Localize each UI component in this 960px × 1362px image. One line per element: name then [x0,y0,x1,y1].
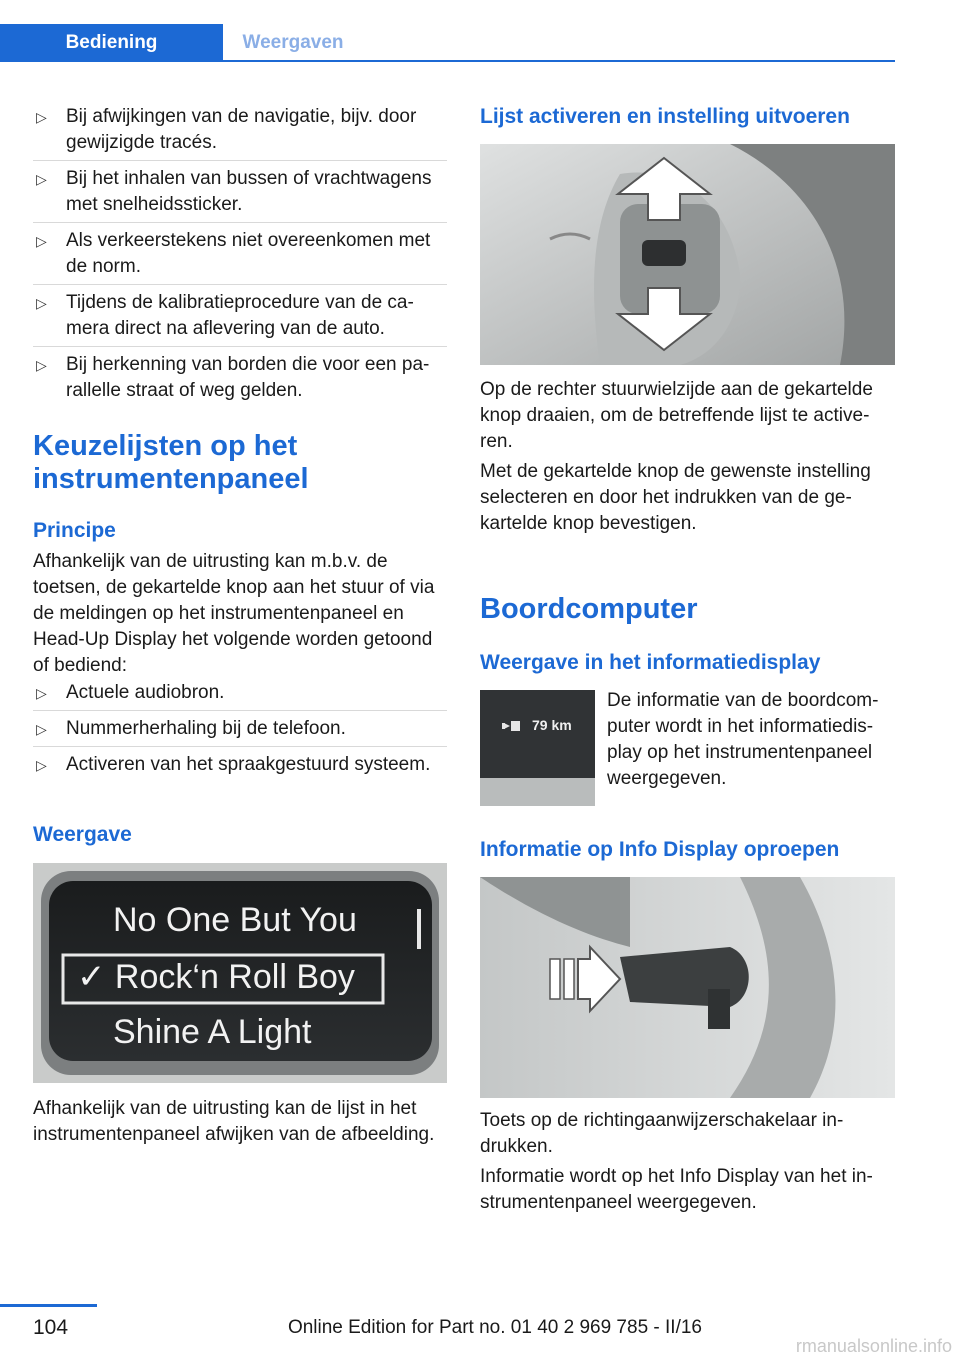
subheading-lijst-activeren: Lijst activeren en instelling uitvoeren [480,105,850,128]
watermark: rmanualsonline.info [795,1336,952,1356]
subheading-principe: Principe [33,519,116,542]
list-item: ▷ Bij afwijkingen van de navigatie, bijv. door gewijzigde tracés. [33,104,447,161]
triangle-bullet-icon: ▷ [36,233,47,249]
triangle-bullet-icon: ▷ [36,721,47,737]
weergave-paragraph: Afhankelijk van de uitrusting kan de lijst in het instrumentenpaneel afwijken van de afbeelding. [33,1098,435,1145]
footer-rule [0,1304,97,1307]
turn-signal-lever-image [480,877,895,1098]
range-readout: 79 km [532,717,572,733]
steering-wheel-image [480,144,895,365]
list-item: ▷ Nummerherhaling bij de telefoon. [33,716,447,747]
boordcomputer-paragraph: De informatie van de boordcomputer wordt in het informatiedisplay op het instrumentenpaneel weergegeven. [607,690,879,789]
bullet-list-exceptions [33,104,447,413]
list-item: ▷ Actuele audiobron. [33,680,447,711]
list-paragraph-1: Op de rechter stuurwielzijde aan de gekartelde knop draaien, om de betreffende lijst te activeren. [480,379,873,452]
list-item: ▷ Bij het inhalen van bussen of vrachtwagens met snelheidssticker. [33,166,447,223]
info-display-graphic [480,690,595,806]
instrument-list-image [33,863,447,1083]
triangle-bullet-icon: ▷ [36,171,47,187]
header-rule [223,60,895,62]
list-item: ▷ Tijdens de kalibratieprocedure van de camera direct na aflevering van de auto. [33,290,447,347]
list-entry-1: No One But You [113,901,357,939]
list-item: ▷ Als verkeerstekens niet overeenkomen met de norm. [33,228,447,285]
triangle-bullet-icon: ▷ [36,685,47,701]
list-entry-3: Shine A Light [113,1013,312,1051]
tab-bediening[interactable]: Bediening [0,24,223,62]
turn-signal-lever-graphic [480,877,895,1098]
subheading-info-display-oproepen: Informatie op Info Display oproepen [480,838,840,861]
info-paragraph-1: Toets op de richtingaanwijzerschakelaar indrukken. [480,1110,844,1157]
edition-note: Online Edition for Part no. 01 40 2 969 785 - II/16 [287,1317,702,1338]
bullet-list-principle [33,680,447,787]
header-tabs [0,24,895,62]
triangle-bullet-icon: ▷ [36,295,47,311]
section-heading-boordcomputer: Boordcomputer [480,593,698,625]
principle-paragraph: Afhankelijk van de uitrusting kan m.b.v. de toetsen, de gekartelde knop aan het stuur of via de meldingen op het instrumentenpaneel en Head-Up Display het volgende worden getoond of bediend: [33,551,435,676]
section-heading-keuzelijsten: Keuzelijsten op het instrumentenpaneel [33,430,309,495]
triangle-bullet-icon: ▷ [36,357,47,373]
list-item: ▷ Activeren van het spraakgestuurd systeem. [33,752,447,782]
steering-wheel-graphic [480,144,895,365]
info-paragraph-2: Informatie wordt op het Info Display van het instrumentenpaneel weergegeven. [480,1166,873,1213]
info-display-image [480,690,595,806]
page-number: 104 [33,1316,69,1339]
list-entry-2-selected: ✓ Rock‘n Roll Boy [77,958,355,996]
subheading-informatiedisplay: Weergave in het informatiedisplay [480,651,821,674]
tab-weergaven[interactable]: Weergaven [242,32,344,53]
triangle-bullet-icon: ▷ [36,757,47,773]
list-paragraph-2: Met de gekartelde knop de gewenste instelling selecteren en door het indrukken van de gekartelde knop bevestigen. [480,461,871,534]
subheading-weergave: Weergave [33,823,132,846]
triangle-bullet-icon: ▷ [36,109,47,125]
list-item: ▷ Bij herkenning van borden die voor een parallelle straat of weg gelden. [36,354,430,401]
